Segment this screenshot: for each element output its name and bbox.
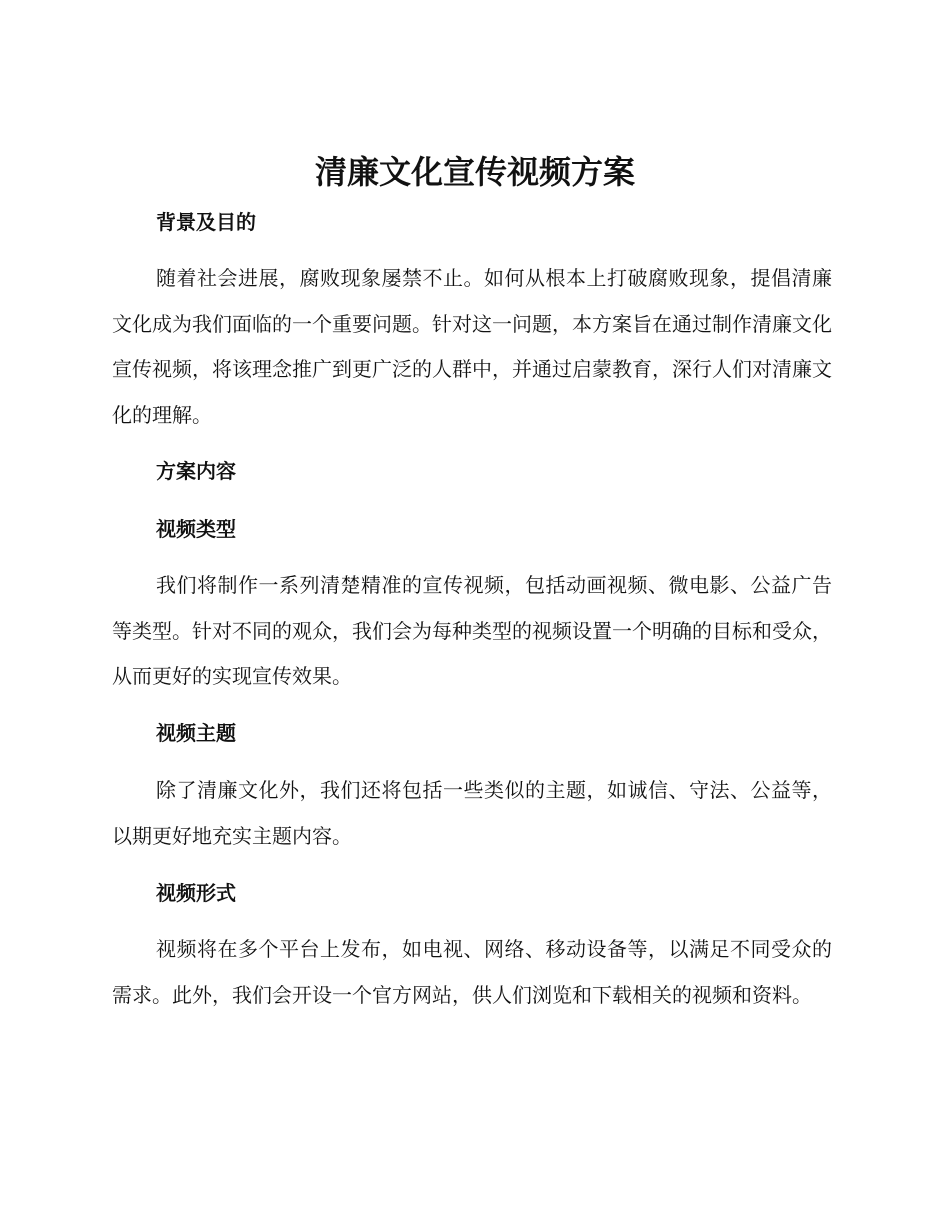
section-heading-video-format: 视频形式: [156, 881, 236, 905]
section-heading-background: 背景及目的: [156, 210, 256, 234]
section-heading-video-type: 视频类型: [156, 517, 236, 541]
section-paragraph-video-format: 视频将在多个平台上发布，如电视、网络、移动设备等，以满足不同受众的需求。此外，我们会开设一个官方网站，供人们浏览和下载相关的视频和资料。: [112, 937, 832, 1007]
section-paragraph-video-theme: 除了清廉文化外，我们还将包括一些类似的主题，如诚信、守法、公益等，以期更好地充实主题内容。: [112, 778, 832, 848]
document-title: 清廉文化宣传视频方案: [314, 153, 635, 191]
section-heading-video-theme: 视频主题: [156, 721, 236, 745]
section-heading-plan-content: 方案内容: [156, 459, 236, 483]
section-paragraph-video-type: 我们将制作一系列清楚精准的宣传视频，包括动画视频、微电影、公益广告等类型。针对不同的观众，我们会为每种类型的视频设置一个明确的目标和受众，从而更好的实现宣传效果。: [112, 573, 832, 688]
section-paragraph-background: 随着社会进展，腐败现象屡禁不止。如何从根本上打破腐败现象，提倡清廉文化成为我们面临的一个重要问题。针对这一问题，本方案旨在通过制作清廉文化宣传视频，将该理念推广到更广泛的人群中，并通过启蒙教育，深行人们对清廉文化的理解。: [112, 266, 832, 427]
